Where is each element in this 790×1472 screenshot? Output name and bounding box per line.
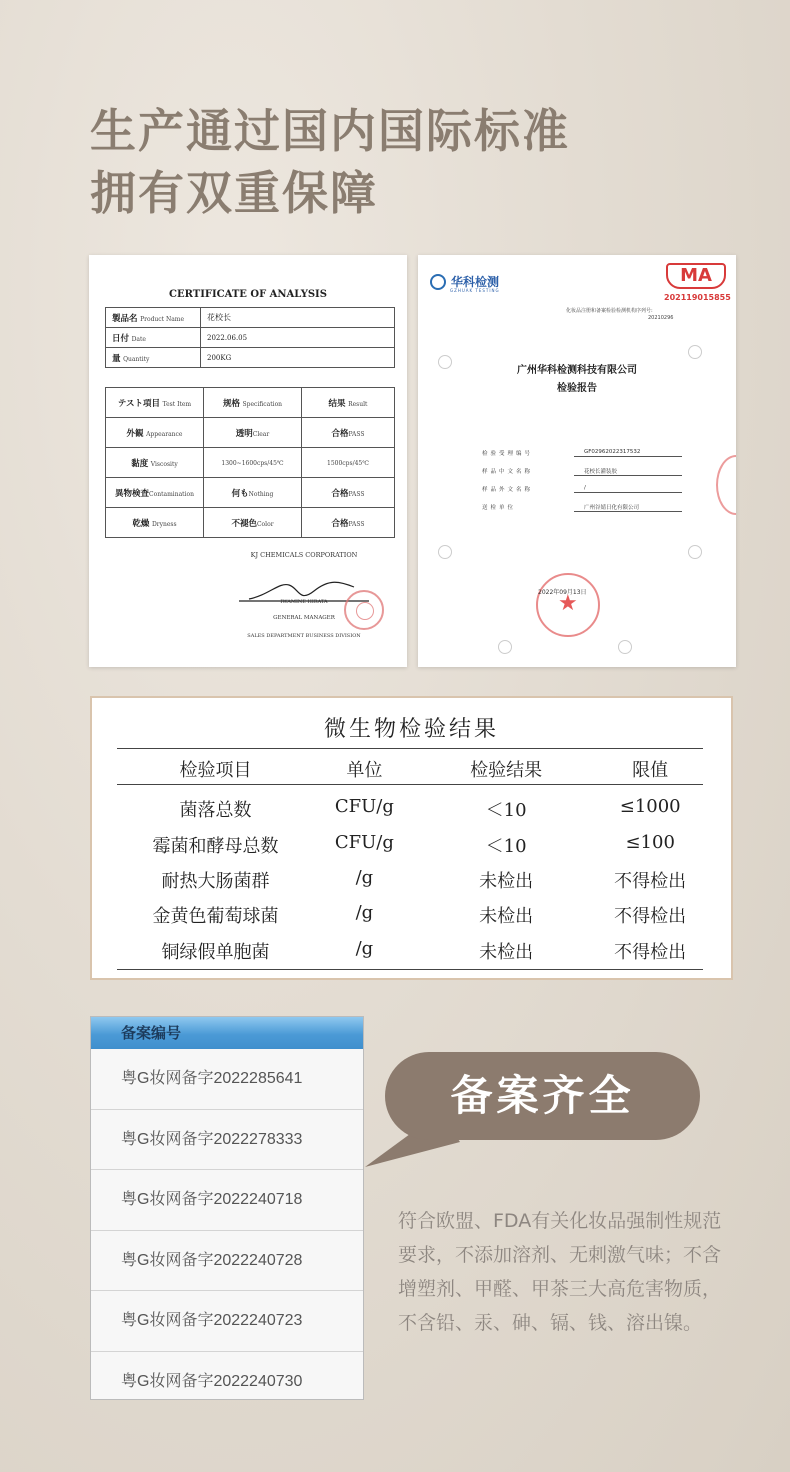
registration-item: 粤G妆网备字2022240718 [91,1170,363,1231]
coa-header-spec-en: Specification [242,400,283,408]
watermark-icon [688,345,702,359]
divider [117,969,703,970]
divider [117,784,703,785]
micro-cell-unit: /g [355,902,374,923]
coa-test-spec: 何も [231,488,249,499]
coa-test-spec-en: Nothing [248,490,274,498]
report-field-value: / [574,485,682,493]
coa-header-item: テスト項目 [117,398,161,409]
cma-mark [666,263,726,289]
micro-cell-unit: CFU/g [334,832,394,853]
coa-signer: IWAMINE HIRATA [280,599,328,605]
coa-test-result-en: PASS [348,520,365,528]
micro-row [117,867,703,893]
report-field-value: GF02962022317532 [574,449,682,457]
micro-cell-item: 耐热大肠菌群 [161,871,270,892]
watermark-icon [688,545,702,559]
coa-test-row [106,508,395,538]
coa-test-spec: 透明 [235,428,253,439]
coa-test-item: 乾燥 [132,518,150,529]
page-headline [90,100,570,224]
coa-role: GENERAL MANAGER [273,615,335,621]
micro-cell-unit: CFU/g [334,796,394,817]
micro-cell-limit: 不得检出 [614,906,687,927]
micro-cell-limit: 不得检出 [614,942,687,963]
coa-test-spec-en: Clear [252,430,270,438]
edge-seal-icon [716,455,736,515]
divider [117,748,703,749]
micro-cell-limit: ≤100 [625,832,675,853]
coa-info-value: 200KG [207,353,232,362]
micro-cell-result: 未检出 [479,871,534,892]
micro-cell-result: 未检出 [479,942,534,963]
coa-test-item-en: Viscosity [150,460,178,468]
coa-test-table [105,387,395,538]
micro-cell-result: ＜10 [485,836,527,857]
report-field-key: 送检单位 [482,505,517,511]
coa-info-value: 花校长 [207,313,231,322]
report-title: 检验报告 [557,383,597,394]
micro-cell-result: ＜10 [485,800,527,821]
coa-title: CERTIFICATE OF ANALYSIS [169,289,327,300]
registration-item: 粤G妆网备字2022240723 [91,1291,363,1352]
watermark-icon [438,355,452,369]
coa-info-value: 2022.06.05 [207,333,248,342]
micro-cell-item: 菌落总数 [179,800,252,821]
watermark-icon [438,545,452,559]
coa-info-table [105,307,395,368]
coa-test-item: 黏度 [131,458,149,469]
micro-cell-result: 未检出 [479,906,534,927]
coa-header-result-en: Result [348,400,368,408]
star-icon: ★ [558,591,578,616]
coa-info-label: 日付 [112,333,130,344]
coa-test-result: 合格 [331,428,349,439]
coa-test-item: 異物検査 [115,488,150,499]
coa-info-label-en: Product Name [140,315,185,323]
report-note-number: 20210296 [648,315,674,321]
registration-header: 备案编号 [91,1017,363,1049]
watermark-icon [618,640,632,654]
report-field [482,485,682,493]
coa-test-result-en: PASS [348,430,365,438]
report-field-value: 花校长灌装胶 [574,467,682,476]
coa-info-label-en: Date [131,335,146,343]
report-field-key: 检验受理编号 [482,451,534,457]
coa-test-row [106,448,395,478]
micro-header-row [117,756,703,782]
huake-logo-icon [430,274,446,290]
micro-cell-item: 金黄色葡萄球菌 [152,906,279,927]
certificate-of-analysis [89,255,407,667]
coa-test-result: 合格 [331,518,349,529]
registration-item: 粤G妆网备字2022240728 [91,1231,363,1292]
coa-test-item-en: Dryness [151,520,177,528]
registration-panel [90,1016,364,1400]
coa-test-item-en: Appearance [146,430,183,438]
coa-header-spec: 规格 [222,398,240,409]
micro-header-item: 检验项目 [179,760,252,781]
micro-row [117,832,703,858]
callout-text: 备案齐全 [385,1052,700,1140]
micro-row [117,938,703,964]
micro-row [117,902,703,928]
coa-test-spec-en: 1300~1600cps/45℃ [221,460,284,467]
coa-info-row [106,328,395,348]
report-field [482,449,682,457]
huake-logo-name: 华科检测 [451,275,500,289]
test-report [418,255,736,667]
report-field [482,467,682,476]
compliance-description: 符合欧盟、FDA有关化妆品强制性规范要求，不添加溶剂、无刺激气味；不含增塑剂、甲醛、甲茶三大高危害物质，不含铅、汞、砷、镉、钱、溶出镍。 [398,1210,722,1334]
coa-test-header [106,388,395,418]
report-field [482,503,682,512]
report-field-value: 广州谷婧日化有限公司 [574,503,682,512]
cma-number: 202119015855 [664,293,731,302]
coa-test-result-en: 1500cps/45℃ [327,460,369,467]
callout-bubble [360,1052,740,1172]
coa-test-row [106,478,395,508]
coa-test-result: 合格 [331,488,349,499]
coa-test-row [106,418,395,448]
coa-test-spec-en: Color [256,520,274,528]
registration-item: 粤G妆网备字2022278333 [91,1110,363,1171]
huake-logo-sub: GZHUAK TESTING [450,288,500,293]
headline-line-2: 拥有双重保障 [90,166,378,220]
micro-header-result: 检验结果 [470,760,543,781]
report-company: 广州华科检测科技有限公司 [517,365,637,376]
micro-cell-limit: ≤1000 [619,796,681,817]
micro-title: 微生物检验结果 [323,717,499,742]
coa-test-spec: 不褪色 [231,518,257,529]
registration-item: 粤G妆网备字2022240730 [91,1352,363,1401]
report-field-key: 样品中文名称 [482,469,534,475]
cma-label: MA [680,265,712,286]
micro-cell-item: 霉菌和酵母总数 [152,836,279,857]
report-note: 化妆品注册和备案检验检测机构序列号: [566,308,653,314]
coa-info-label-en: Quantity [123,355,150,363]
coa-test-result-en: PASS [348,490,365,498]
micro-results-card [90,696,733,980]
coa-info-row [106,348,395,368]
coa-header-result: 结果 [328,398,346,409]
coa-test-item: 外観 [126,428,144,439]
coa-info-label: 製品名 [112,313,138,324]
headline-line-1: 生产通过国内国际标准 [90,104,570,158]
watermark-icon [498,640,512,654]
coa-info-label: 量 [112,353,121,364]
micro-row [117,796,703,822]
micro-header-limit: 限值 [632,760,669,781]
coa-dept: SALES DEPARTMENT BUSINESS DIVISION [247,633,361,639]
micro-cell-unit: /g [355,938,374,959]
report-field-key: 样品外文名称 [482,487,534,493]
micro-header-unit: 单位 [346,760,383,781]
micro-cell-unit: /g [355,867,374,888]
micro-cell-item: 铜绿假单胞菌 [161,942,270,963]
company-seal-icon [344,590,384,630]
coa-company: KJ CHEMICALS CORPORATION [250,551,358,559]
registration-item: 粤G妆网备字2022285641 [91,1049,363,1110]
report-date: 2022年09月13日 [538,589,587,596]
coa-test-item-en: Contamination [149,490,194,498]
coa-info-row [106,308,395,328]
coa-header-item-en: Test Item [162,400,192,408]
micro-cell-limit: 不得检出 [614,871,687,892]
